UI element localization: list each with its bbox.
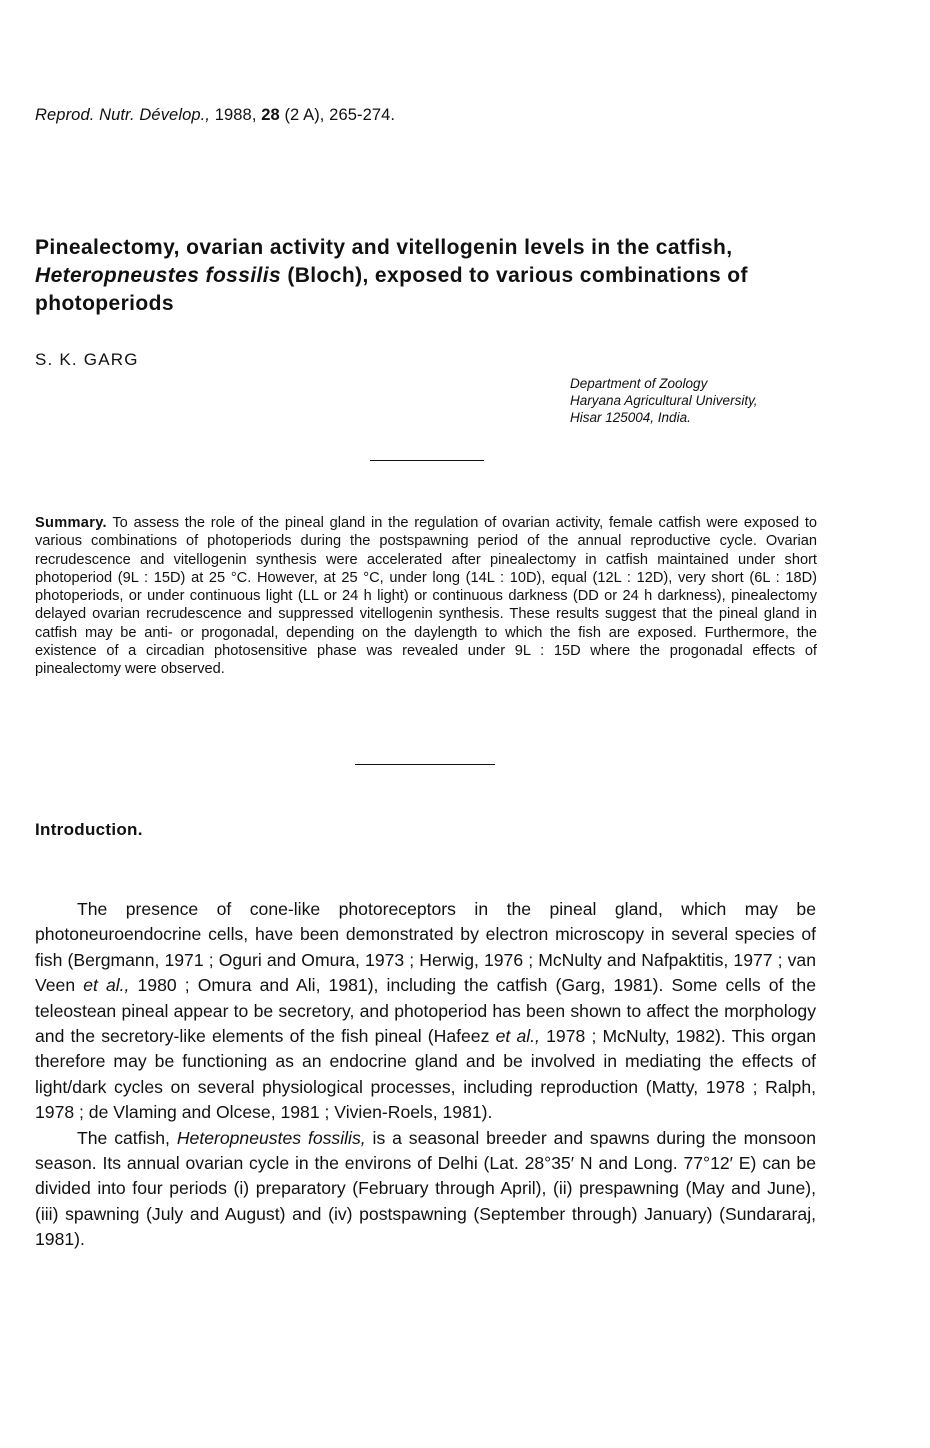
journal-citation [35,106,395,125]
p2-species: Heteropneustes fossilis, [176,1127,366,1148]
author-name: S. K. GARG [35,350,139,369]
journal-volume: 28 [261,106,280,124]
journal-year: 1988, [214,106,257,124]
title-species: Heteropneustes fossilis [35,264,282,287]
title-text-end: (Bloch), exposed to various combinations of photoperiods [35,264,748,315]
p1-text-b: 1980 ; Omura and Ali, 1981), including the catfish (Garg, 1981). Some cells of the teleostean pineal appear to be secretory, and photoperiod has been shown to affect the morphology and the secretory-like elements of the fish pineal (Hafeez [35,975,816,1047]
p2-text-b: is a seasonal breeder and spawns during the monsoon season. Its annual ovarian cycle in the environs of Delhi (Lat. 28°35′ N and Long. 77°12′ E) can be divided into four periods (i) preparatory (February through April), (ii) prespawning (May and June), (iii) spawning (July and August) and (iv) postspawning (September through) January) (Sundararaj, 1981). [35,1127,816,1250]
title-text-start: Pinealectomy, ovarian activity and vitellogenin levels in the catfish, [35,236,733,259]
affiliation-location: Hisar 125004, India. [570,410,691,425]
section-divider-bottom [355,764,495,765]
introduction-paragraph-2 [35,1126,816,1253]
p1-text-c: 1978 ; McNulty, 1982). This organ therefore may be functioning as an endocrine gland and be involved in mediating the effects of light/dark cycles on several physiological processes, including reproduction (Matty, 1978 ; Ralph, 1978 ; de Vlaming and Olcese, 1981 ; Vivien-Roels, 1981). [35,1026,817,1123]
p1-et-al-1: et al., [83,975,130,996]
introduction-heading: Introduction. [35,820,143,839]
p2-text-a: The catfish, [77,1127,177,1148]
introduction-paragraph-1 [35,897,816,1126]
author-affiliation [570,375,758,426]
summary-paragraph [35,514,817,679]
summary-text: To assess the role of the pineal gland in the regulation of ovarian activity, female catfish were exposed to various combinations of photoperiods during the postspawning period of the annual reproductive cycle. Ovarian recrudescence and vitellogenin synthesis were accelerated after pinealectomy in catfish maintained under short photoperiod (9L : 15D) at 25 °C. However, at 25 °C, under long (14L : 10D), equal (12L : 12D), very short (6L : 18D) photoperiods, or under continuous light (LL or 24 h light) or continuous darkness (DD or 24 h darkness), pinealectomy delayed ovarian recrudescence and suppressed vitellogenin synthesis. These results suggest that the pineal gland in catfish may be anti- or progonadal, depending on the daylength to which the fish are exposed. Furthermore, the existence of a circadian photosensitive phase was revealed under 9L : 15D where the progonadal effects of pinealectomy were observed. [35,515,817,678]
article-title [35,234,835,318]
journal-name: Reprod. Nutr. Dévelop., [35,106,211,124]
summary-label: Summary. [35,515,107,531]
affiliation-university: Haryana Agricultural University, [570,393,758,408]
section-divider-top [370,460,484,461]
introduction-body [35,897,816,1253]
affiliation-department: Department of Zoology [570,376,708,391]
journal-issue-pages: (2 A), 265-274. [284,106,396,124]
p1-et-al-2: et al., [495,1026,540,1047]
p1-text-a: The presence of cone-like photoreceptors in the pineal gland, which may be photoneuroendocrine cells, have been demonstrated by electron microscopy in several species of fish (Bergmann, 1971 ; Oguri and Omura, 1973 ; Herwig, 1976 ; McNulty and Nafpaktitis, 1977 ; van Veen [35,899,816,996]
